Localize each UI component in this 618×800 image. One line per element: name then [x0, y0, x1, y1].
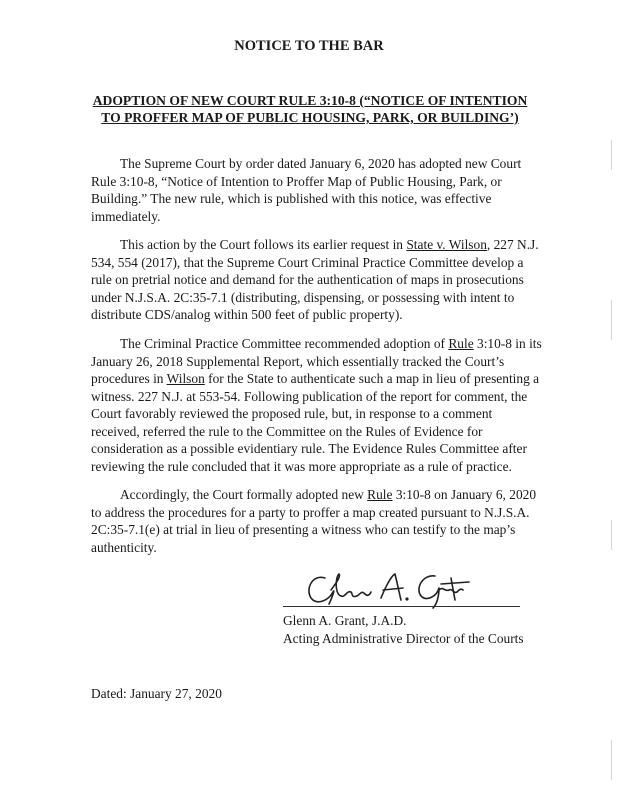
scan-edge-mark — [611, 520, 612, 550]
paragraph-conclusion — [91, 486, 543, 556]
handwritten-signature — [303, 566, 473, 611]
p3-text-b: 3:10-8 in its January 26, 2018 Supplemental Report, which essentially tracked the Court’s procedures in — [91, 336, 542, 386]
notice-title: NOTICE TO THE BAR — [234, 38, 384, 54]
subtitle-line-2: TO PROFFER MAP OF PUBLIC HOUSING, PARK, OR BUILDING’) — [101, 110, 519, 125]
scan-edge-mark — [611, 300, 612, 340]
notice-subtitle — [60, 92, 560, 126]
case-reference-wilson: Wilson — [166, 371, 205, 386]
p3-text-c: for the State to authenticate such a map in lieu of presenting a witness. 227 N.J. at 553-54. Following publication of the report for comment, the Court favorably reviewed the proposed rule, but, in response to a comment received, referred the rule to the Committee on the Rules of Evidence for consideration as a possible evidentiary rule. The Evidence Rules Committee after reviewing the rule concluded that it was more appropriate as a rule of practice. — [91, 371, 540, 474]
paragraph-background — [91, 236, 543, 324]
rule-reference: Rule — [448, 336, 474, 351]
paragraph-committee — [91, 335, 543, 475]
signer-name: Glenn A. Grant, J.A.D. — [283, 613, 407, 628]
signature-line — [283, 606, 520, 607]
scan-edge-mark — [611, 140, 612, 170]
p4-text-b: 3:10-8 on January 6, 2020 to address the procedures for a party to proffer a map created pursuant to N.J.S.A. 2C:35-7.1(e) at trial in lieu of presenting a witness who can testify to the map’s authenticity. — [91, 487, 537, 555]
signer-title: Acting Administrative Director of the Courts — [283, 631, 524, 646]
case-citation-wilson: State v. Wilson — [406, 237, 487, 252]
p3-text-a: The Criminal Practice Committee recommended adoption of — [120, 336, 449, 351]
p4-text-a: Accordingly, the Court formally adopted new — [120, 487, 368, 502]
scan-edge-mark — [611, 740, 612, 780]
p2-text-a: This action by the Court follows its earlier request in — [120, 237, 407, 252]
paragraph-adoption: The Supreme Court by order dated January 6, 2020 has adopted new Court Rule 3:10-8, “Notice of Intention to Proffer Map of Public Housing, Park, or Building.” The new rule, which is published with this notice, was effective immediately. — [91, 156, 522, 224]
p2-text-b: , 227 N.J. 534, 554 (2017), that the Supreme Court Criminal Practice Committee develop a rule on pretrial notice and demand for the authentication of maps in prosecutions under N.J.S.A. 2C:35-7.1 (distributing, dispensing, or possessing with intent to distribute CDS/analog within 500 feet of public property). — [91, 237, 539, 322]
dated-line: Dated: January 27, 2020 — [91, 686, 222, 701]
signer-block — [283, 612, 524, 648]
subtitle-line-1: ADOPTION OF NEW COURT RULE 3:10-8 (“NOTICE OF INTENTION — [92, 93, 528, 108]
rule-reference-2: Rule — [367, 487, 393, 502]
